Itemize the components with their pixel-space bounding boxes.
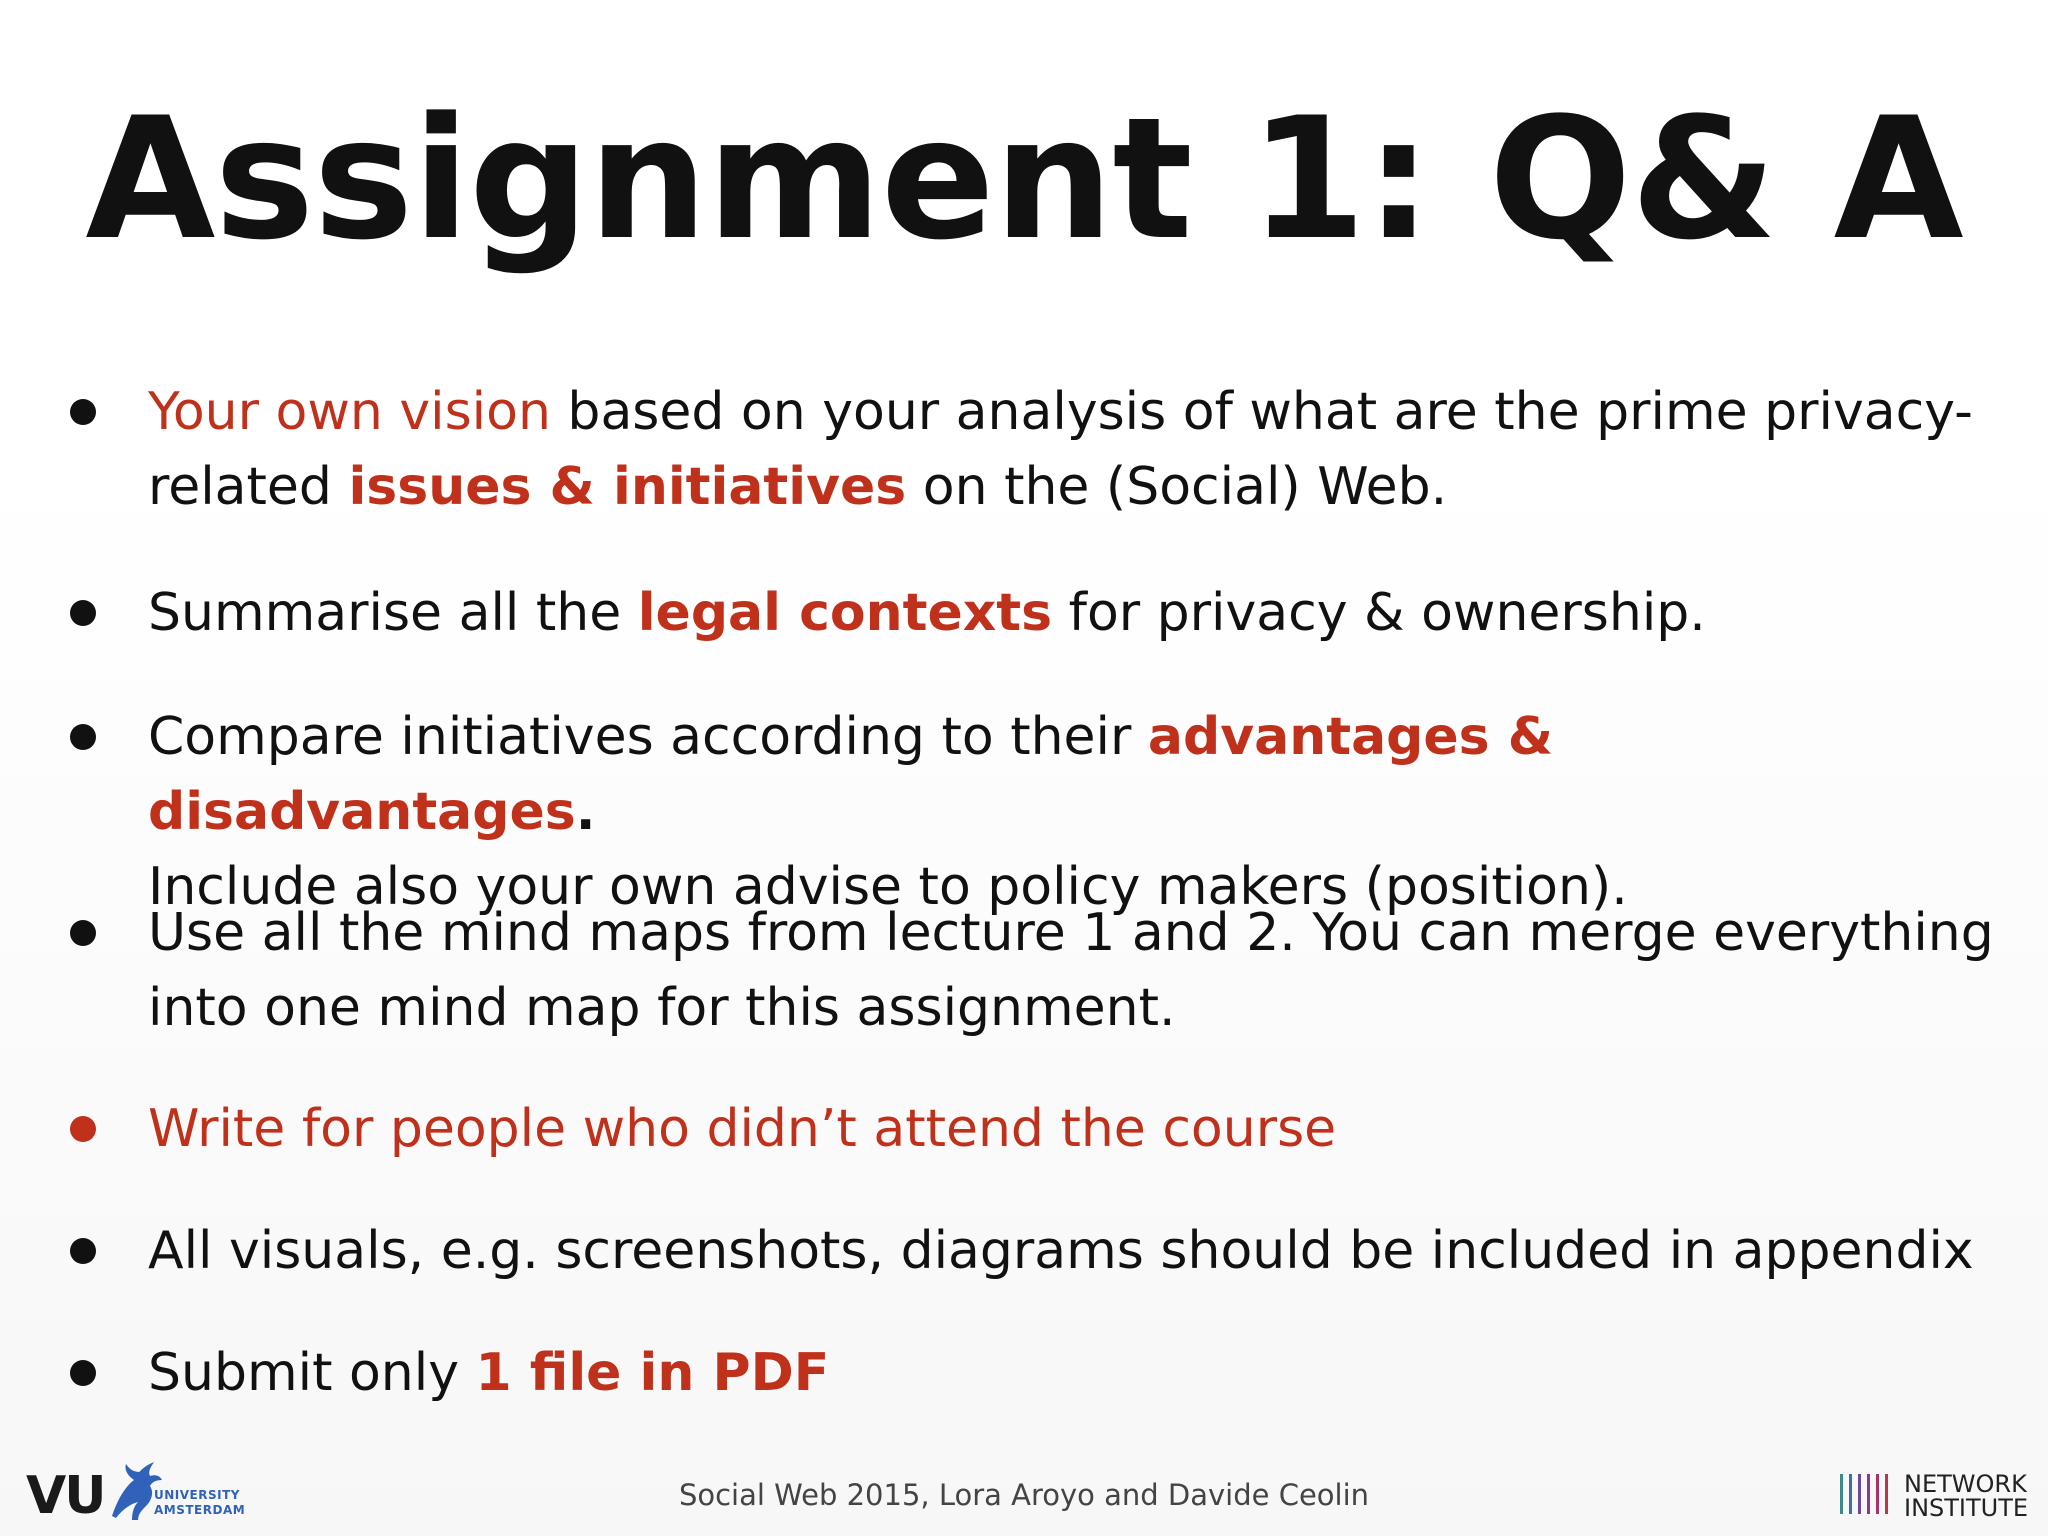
bullet-dot: [70, 724, 96, 750]
bullet-line: [148, 375, 2018, 450]
bullet-text: [148, 1336, 2018, 1411]
bullet-text-segment: All visuals, e.g. screenshots, diagrams should be included in appendix: [148, 1221, 1974, 1281]
network-institute-logo: [1838, 1468, 2028, 1520]
slide-title: Assignment 1: Q& A: [85, 81, 1963, 277]
bullet-dot: [70, 1116, 96, 1142]
bullet-line: [148, 1336, 2018, 1411]
bullet-line: [148, 450, 2018, 525]
highlight-text: advantages & disadvantages: [148, 707, 1554, 842]
vu-logo-line: AMSTERDAM: [154, 1503, 246, 1517]
bullet-text-segment: .: [575, 782, 596, 842]
highlight-text: 1 file in PDF: [475, 1343, 830, 1403]
bullet-dot: [70, 399, 96, 425]
bullet-line: [148, 896, 2018, 971]
bullet-text: [148, 1214, 2018, 1289]
bullet-text-segment: Summarise all the: [148, 583, 638, 643]
bullet-text-segment: for privacy & ownership.: [1052, 583, 1706, 643]
bullet-line: [148, 576, 2018, 651]
bullet-text: [148, 576, 2018, 651]
bullet-dot: [70, 600, 96, 626]
bullet-line: [148, 1214, 2018, 1289]
bullet-text: [148, 375, 2018, 525]
bullet-text-segment: Submit only: [148, 1343, 476, 1403]
bullet-text-segment: on the (Social) Web.: [906, 457, 1448, 517]
bullet-line: [148, 971, 2018, 1046]
bullet-text-segment: Include also your own advise to policy makers (position).: [148, 857, 1628, 917]
ni-logo-line: NETWORK: [1904, 1470, 2027, 1498]
bullet-text-segment: based on your analysis of what are the prime privacy-: [550, 382, 1973, 442]
bullet-text-segment: related: [148, 457, 349, 517]
highlight-text: Your own vision: [148, 382, 551, 442]
highlight-text: legal contexts: [637, 583, 1053, 643]
bullet-line: [148, 700, 2018, 850]
bullet-line: [148, 1092, 2018, 1167]
bullet-text-segment: into one mind map for this assignment.: [148, 978, 1176, 1038]
ni-logo-line: INSTITUTE: [1904, 1494, 2029, 1522]
bullet-text: [148, 1092, 2018, 1167]
bars-icon: [1838, 1474, 1898, 1514]
highlight-text: Write for people who didn’t attend the course: [148, 1099, 1337, 1159]
bullet-dot: [70, 1238, 96, 1264]
bullet-dot: [70, 1360, 96, 1386]
footer-credit: Social Web 2015, Lora Aroyo and Davide Ceolin: [678, 1478, 1370, 1512]
network-institute-text: [1904, 1472, 2028, 1520]
bullet-text-segment: Compare initiatives according to their: [148, 707, 1148, 767]
bullet-text: [148, 896, 2018, 1046]
vu-logo-letters: VU: [26, 1466, 105, 1526]
bullet-text-segment: Use all the mind maps from lecture 1 and 2. You can merge everything: [148, 903, 1994, 963]
bullet-dot: [70, 920, 96, 946]
bullet-text: [148, 700, 2018, 925]
vu-logo-line: UNIVERSITY: [154, 1488, 240, 1502]
highlight-text: issues & initiatives: [348, 457, 907, 517]
